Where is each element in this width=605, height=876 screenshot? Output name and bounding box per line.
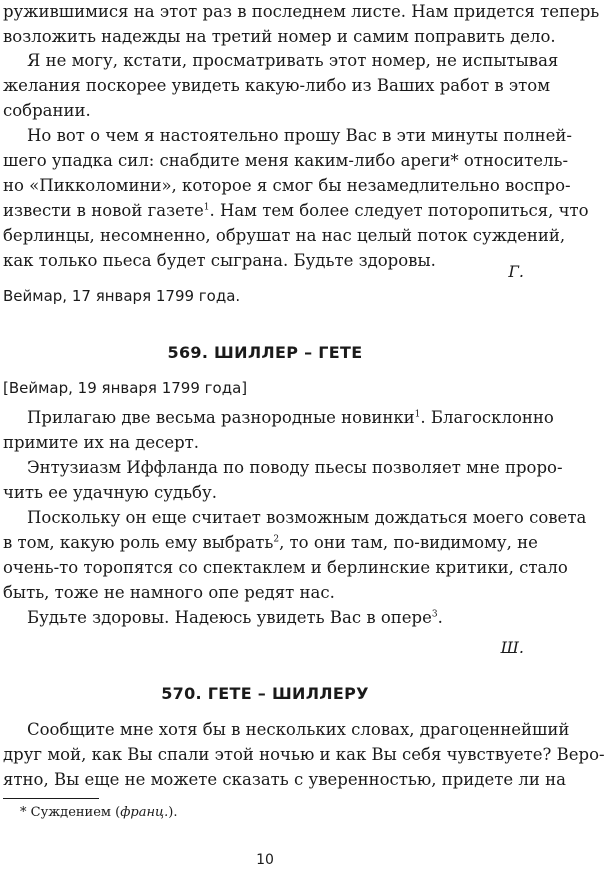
text-segment: извести в новой газете — [3, 201, 204, 220]
dateline: [Веймар, 19 января 1799 года] — [3, 379, 248, 397]
text-segment: Прилагаю две весьма разнородные новинки — [27, 408, 415, 427]
dateline: Веймар, 17 января 1799 года. — [3, 287, 241, 305]
signature: Ш. — [500, 638, 524, 657]
text-line: ятно, Вы еще не можете сказать с уверенностью, придете ли на — [3, 770, 566, 789]
text-line: возложить надежды на третий номер и самим поправить дело. — [3, 27, 556, 46]
signature: Г. — [508, 262, 524, 281]
footnote-divider — [3, 798, 99, 799]
text-line: Я не могу, кстати, просматривать этот номер, не испытывая — [27, 51, 559, 70]
text-line — [3, 531, 538, 556]
text-line: чить ее удачную судьбу. — [3, 483, 217, 502]
text-line: берлинцы, несомненно, обрушат на нас целый поток суждений, — [3, 226, 566, 245]
letter-heading: 570. ГЕТЕ – ШИЛЛЕРУ — [161, 684, 369, 703]
text-line: Поскольку он еще считает возможным дождаться моего совета — [27, 508, 587, 527]
text-segment: . Благосклонно — [420, 408, 554, 427]
text-line: друг мой, как Вы спали этой ночью и как Вы себя чувствуете? Веро- — [3, 745, 605, 764]
page-number: 10 — [256, 852, 274, 868]
text-line: быть, тоже не намного опе редят нас. — [3, 583, 335, 602]
footnote-text: Суждением ( — [26, 805, 121, 820]
text-line: ружившимися на этот раз в последнем листе. Нам придется теперь — [3, 2, 600, 21]
footnote-ref: 1 — [414, 409, 421, 420]
footnote-text-italic: франц. — [120, 805, 169, 820]
text-line: Сообщите мне хотя бы в нескольких словах, драгоценнейший — [27, 720, 570, 739]
footnote — [20, 805, 177, 820]
text-line — [27, 406, 554, 431]
text-line: шего упадка сил: снабдите меня каким-либо ареги* относитель- — [3, 151, 569, 170]
text-line: собрании. — [3, 101, 91, 120]
footnote-ref: 3 — [431, 609, 438, 620]
footnote-ref: 1 — [203, 202, 210, 213]
text-segment: Будьте здоровы. Надеюсь увидеть Вас в опере — [27, 608, 432, 627]
footnote-ref: 2 — [273, 534, 280, 545]
footnote-text: ). — [168, 805, 178, 820]
text-line — [27, 606, 525, 631]
text-segment: . Нам тем более следует поторопиться, что — [209, 201, 589, 220]
text-segment: в том, какую роль ему выбрать — [3, 533, 274, 552]
text-segment: , то они там, по-видимому, не — [279, 533, 538, 552]
text-line: примите их на десерт. — [3, 433, 200, 452]
letter-heading: 569. ШИЛЛЕР – ГЕТЕ — [167, 343, 363, 362]
text-line: Но вот о чем я настоятельно прошу Вас в эти минуты полней- — [27, 126, 572, 145]
text-segment: . — [437, 608, 443, 627]
text-line — [3, 199, 589, 224]
text-line: очень-то торопятся со спектаклем и берлинские критики, стало — [3, 558, 568, 577]
text-line: но «Пикколомини», которое я смог бы незамедлительно воспро- — [3, 176, 571, 195]
text-line: как только пьеса будет сыграна. Будьте здоровы. — [3, 251, 436, 270]
footnote-mark: * — [20, 805, 27, 820]
text-line: Энтузиазм Иффланда по поводу пьесы позволяет мне проро- — [27, 458, 563, 477]
text-line: желания поскорее увидеть какую-либо из Ваших работ в этом — [3, 76, 551, 95]
